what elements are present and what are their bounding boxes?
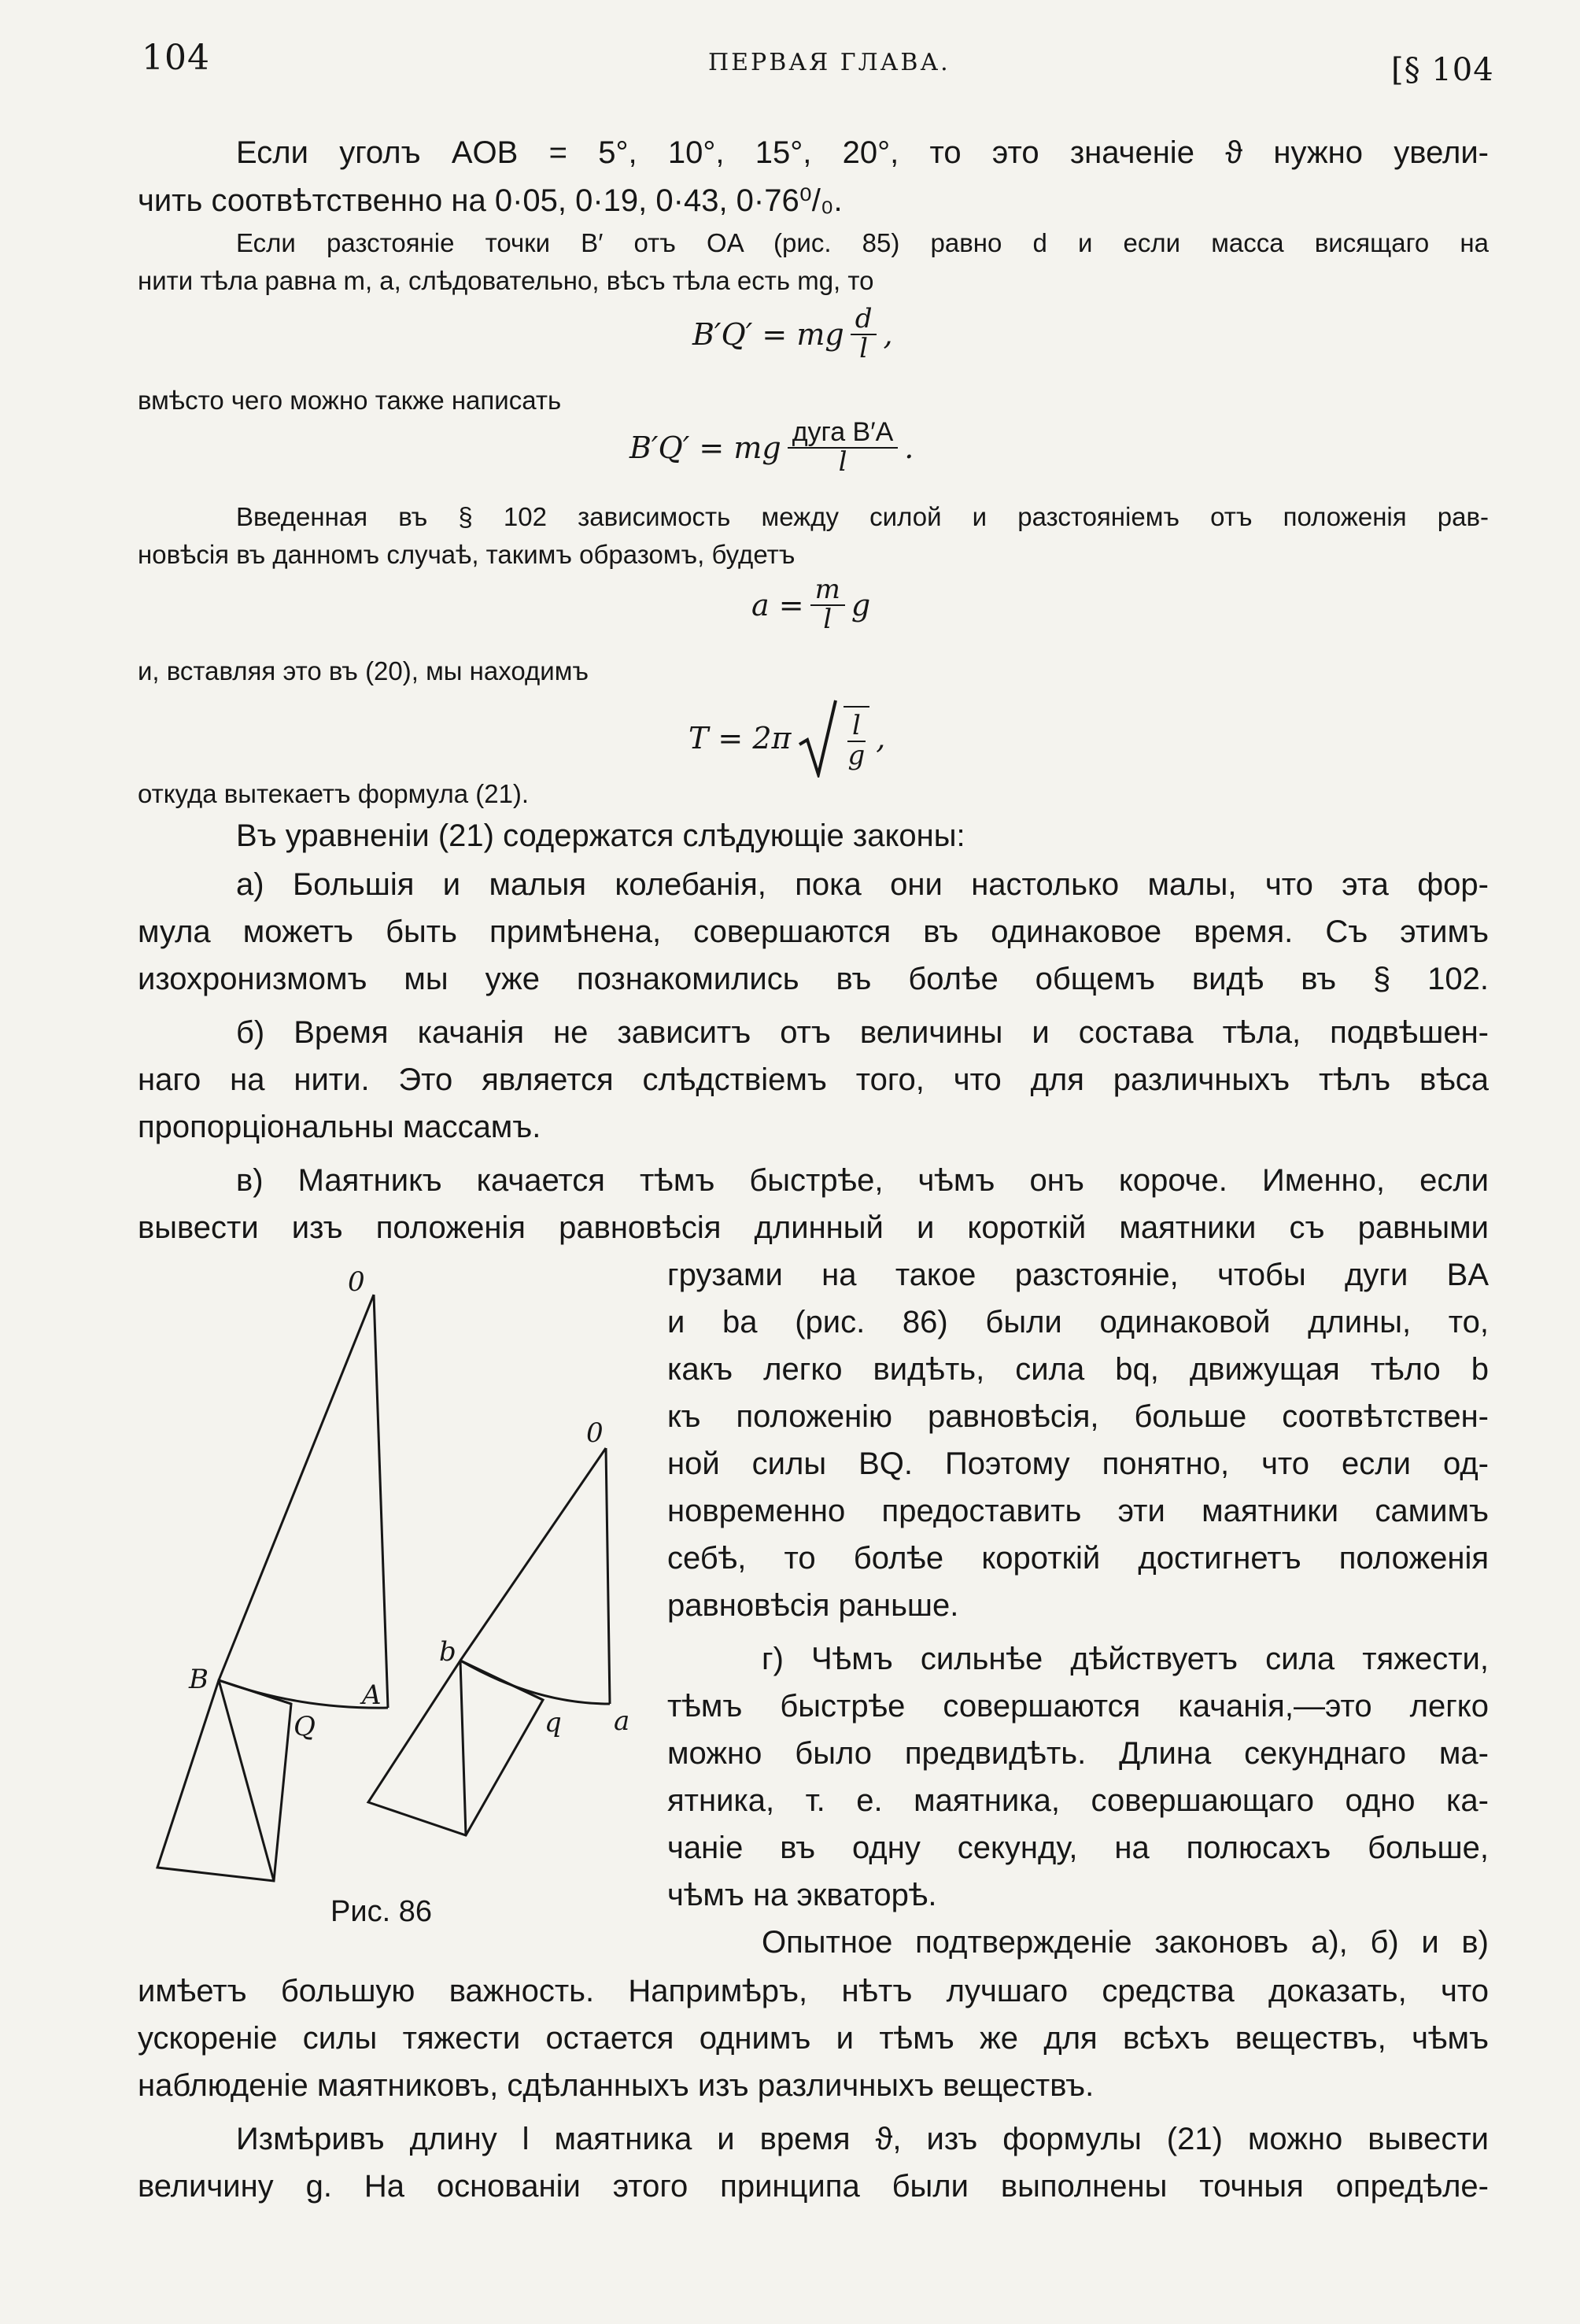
short-pendulum-parallelogram [368, 1661, 543, 1835]
long-pendulum-string [219, 1295, 374, 1680]
text-line: величину g. На основаніи этого принципа были выполнены точныя опредѣле- [138, 2169, 1489, 2204]
text-line: Измѣривъ длину l маятника и время ϑ, изъ формулы (21) можно вывести [236, 2122, 1489, 2156]
text-line: пропорціональны массамъ. [138, 1110, 541, 1144]
formula-force-arc: B′Q′ = mg $\frac{\text{дуга B′A}}{l}$ . [629, 417, 914, 478]
text-line: ной силы BQ. Поэтому понятно, что если од- [667, 1446, 1489, 1481]
text-line: нити тѣла равна m, а, слѣдовательно, вѣсъ тѣла есть mg, то [138, 266, 874, 295]
text-line: тѣмъ быстрѣе совершаются качанія,—это легко [667, 1689, 1489, 1724]
label-O-short: 0 [586, 1417, 604, 1449]
text-line: а) Большія и малыя колебанія, пока они настолько малы, что эта фор- [236, 867, 1489, 902]
label-a: a [614, 1705, 630, 1737]
short-pendulum-diagonal [460, 1661, 466, 1835]
text-line: чѣмъ на экваторѣ. [667, 1878, 937, 1912]
text-line: изохронизмомъ мы уже познакомились въ болѣе общемъ видѣ въ § 102. [138, 962, 1489, 996]
text-line: откуда вытекаетъ формула (21). [138, 779, 530, 808]
text-line: мула можетъ быть примѣнена, совершаются въ одинаковое время. Съ этимъ [138, 914, 1489, 949]
text-line: вывести изъ положенія равновѣсія длинный и короткій маятники съ равными [138, 1210, 1489, 1245]
formula-force-d: B′Q′ = mg $\frac{d}{l}$ , [692, 303, 893, 364]
formula-period: T = 2π $\frac{l}{g}$ , [688, 699, 885, 778]
short-pendulum-vertical [606, 1448, 610, 1704]
formula-a: a = $\frac{m}{l}$ g [751, 574, 871, 635]
short-pendulum-string [460, 1448, 606, 1661]
text-line: б) Время качанія не зависитъ отъ величины и состава тѣла, подвѣшен- [236, 1015, 1489, 1050]
text-line: какъ легко видѣть, сила bq, движущая тѣло b [667, 1352, 1489, 1387]
running-head: ПЕРВАЯ ГЛАВА. [708, 49, 951, 76]
text-line: себѣ, то болѣе короткій достигнетъ положенія [667, 1541, 1489, 1576]
pendulum-figure [142, 1259, 645, 1905]
text-line: новѣсія въ данномъ случаѣ, такимъ образомъ, будетъ [138, 540, 796, 569]
long-pendulum-parallelogram [157, 1680, 291, 1881]
label-O-long: 0 [348, 1266, 365, 1298]
text-line: и ba (рис. 86) были одинаковой длины, то, [667, 1305, 1489, 1339]
label-b: b [439, 1636, 456, 1668]
text-line: новременно предоставить эти маятники самимъ [667, 1494, 1489, 1528]
text-line: имѣетъ большую важность. Напримѣръ, нѣтъ лучшаго средства доказать, что [138, 1974, 1489, 2008]
text-line: Опытное подтвержденіе законовъ а), б) и в) [762, 1925, 1489, 1960]
text-line: чить соотвѣтственно на 0·05, 0·19, 0·43, 0·76⁰/₀. [138, 183, 843, 218]
text-line: Въ уравненіи (21) содержатся слѣдующіе законы: [236, 818, 965, 853]
text-line: чаніе въ одну секунду, на полюсахъ больше, [667, 1831, 1489, 1865]
label-Q: Q [293, 1711, 316, 1742]
text-line: можно было предвидѣть. Длина секунднаго ма- [667, 1736, 1489, 1771]
page-number: 104 [142, 38, 210, 78]
text-line: в) Маятникъ качается тѣмъ быстрѣе, чѣмъ онъ короче. Именно, если [236, 1163, 1489, 1198]
long-pendulum-diagonal [219, 1680, 274, 1881]
text-line: ускореніе силы тяжести остается однимъ и тѣмъ же для всѣхъ веществъ, чѣмъ [138, 2021, 1489, 2056]
long-pendulum-vertical [374, 1295, 388, 1708]
label-A: A [362, 1679, 382, 1711]
text-line: наго на нити. Это является слѣдствіемъ того, что для различныхъ тѣлъ вѣса [138, 1062, 1489, 1097]
figure-caption: Рис. 86 [330, 1895, 432, 1928]
text-line: къ положенію равновѣсія, больше соотвѣтствен- [667, 1399, 1489, 1434]
label-B: B [189, 1664, 209, 1695]
text-line: Если разстояніе точки B′ отъ OA (рис. 85) равно d и если масса висящаго на [236, 228, 1489, 257]
text-line: грузами на такое разстояніе, чтобы дуги BA [667, 1258, 1489, 1292]
radical-sign-icon [798, 699, 837, 778]
text-line: Введенная въ § 102 зависимость между силой и разстояніемъ отъ положенія рав- [236, 502, 1489, 531]
text-line: наблюденіе маятниковъ, сдѣланныхъ изъ различныхъ веществъ. [138, 2068, 1095, 2103]
section-mark: [§ 104 [1391, 52, 1494, 88]
text-line: г) Чѣмъ сильнѣе дѣйствуетъ сила тяжести, [762, 1642, 1489, 1676]
text-line: ятника, т. е. маятника, совершающаго одно ка- [667, 1783, 1489, 1818]
text-line: Если уголъ AOB = 5°, 10°, 15°, 20°, то это значеніе ϑ нужно увели- [236, 135, 1489, 170]
text-line: вмѣсто чего можно также написать [138, 386, 562, 415]
text-line: и, вставляя это въ (20), мы находимъ [138, 656, 589, 685]
text-line: равновѣсія раньше. [667, 1588, 959, 1623]
label-q: q [545, 1707, 562, 1738]
